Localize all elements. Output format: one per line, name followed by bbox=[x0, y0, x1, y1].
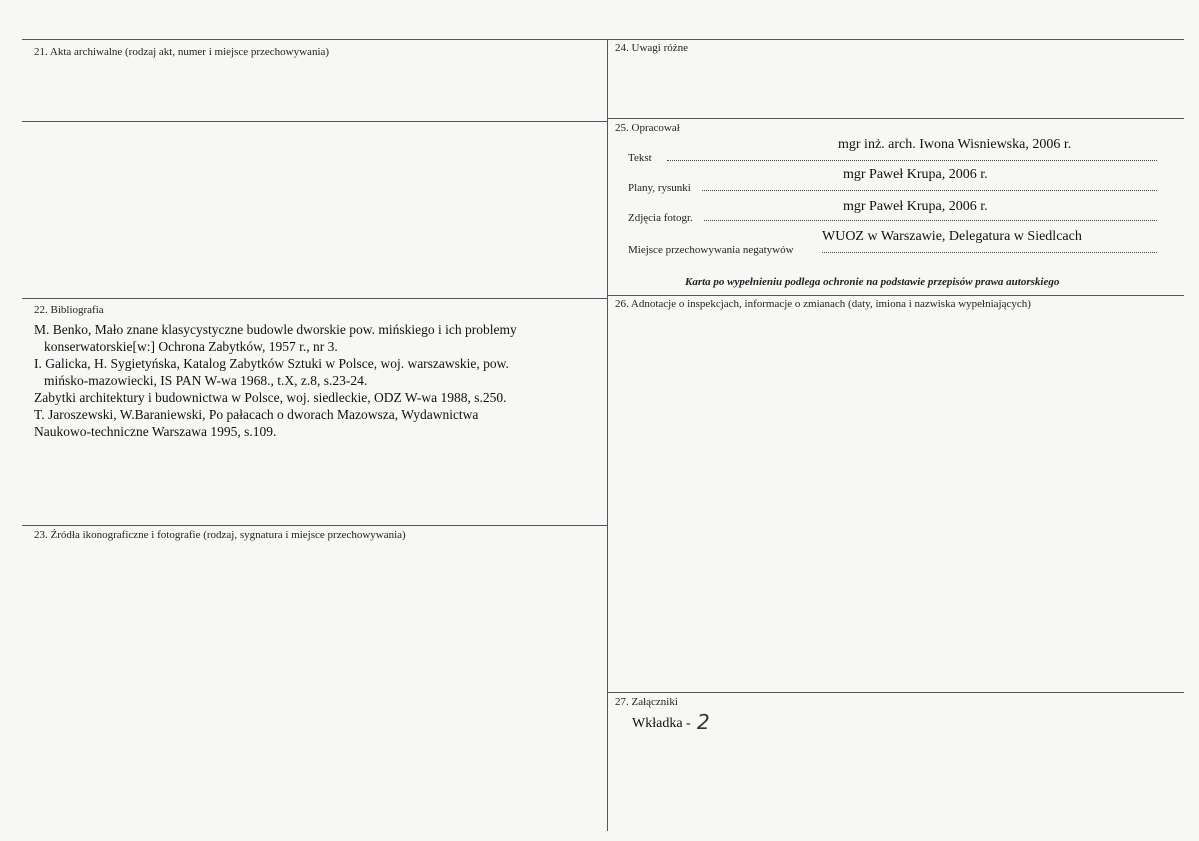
section-25-label: 25. Opracował bbox=[615, 122, 680, 134]
drawings-value: mgr Paweł Krupa, 2006 r. bbox=[843, 167, 988, 182]
photos-dotted-line bbox=[704, 220, 1157, 221]
divider-right-1 bbox=[607, 118, 1184, 119]
divider-left-2 bbox=[22, 298, 607, 299]
drawings-label: Plany, rysunki bbox=[628, 182, 691, 194]
section-23-label: 23. Źródła ikonograficzne i fotografie (rodzaj, sygnatura i miejsce przechowywania) bbox=[34, 529, 406, 541]
photos-label: Zdjęcia fotogr. bbox=[628, 212, 693, 224]
photos-value: mgr Paweł Krupa, 2006 r. bbox=[843, 199, 988, 214]
author-text-label: Tekst bbox=[628, 152, 652, 164]
divider-left-1 bbox=[22, 121, 607, 122]
top-border bbox=[22, 39, 1184, 40]
bibliography-line: I. Galicka, H. Sygietyńska, Katalog Zabytków Sztuki w Polsce, woj. warszawskie, pow. bbox=[34, 356, 509, 371]
author-text-value: mgr inż. arch. Iwona Wisniewska, 2006 r. bbox=[838, 137, 1072, 152]
bibliography-line: Naukowo-techniczne Warszawa 1995, s.109. bbox=[34, 424, 277, 439]
bibliography-line: M. Benko, Mało znane klasycystyczne budowle dworskie pow. mińskiego i ich problemy bbox=[34, 322, 517, 337]
negatives-label: Miejsce przechowywania negatywów bbox=[628, 244, 794, 256]
section-26-label: 26. Adnotacje o inspekcjach, informacje o zmianach (daty, imiona i nazwiska wypełniających) bbox=[615, 298, 1031, 310]
bibliography-line: mińsko-mazowiecki, IS PAN W-wa 1968., t.X, z.8, s.23-24. bbox=[44, 373, 368, 388]
section-21-label: 21. Akta archiwalne (rodzaj akt, numer i miejsce przechowywania) bbox=[34, 46, 330, 58]
attachments-value: Wkładka - bbox=[632, 716, 691, 731]
bibliography-line: konserwatorskie[w:] Ochrona Zabytków, 1957 r., nr 3. bbox=[44, 339, 338, 354]
negatives-dotted-line bbox=[822, 252, 1157, 253]
bibliography-line: Zabytki architektury i budownictwa w Polsce, woj. siedleckie, ODZ W-wa 1988, s.250. bbox=[34, 390, 507, 405]
author-text-dotted-line bbox=[667, 160, 1157, 161]
section-27-label: 27. Załączniki bbox=[615, 696, 678, 708]
divider-right-2 bbox=[607, 295, 1184, 296]
bibliography-line: T. Jaroszewski, W.Baraniewski, Po pałacach o dworach Mazowsza, Wydawnictwa bbox=[34, 407, 479, 422]
section-22-label: 22. Bibliografia bbox=[34, 304, 104, 316]
drawings-dotted-line bbox=[702, 190, 1157, 191]
negatives-value: WUOZ w Warszawie, Delegatura w Siedlcach bbox=[822, 229, 1082, 244]
handwritten-number: 2 bbox=[697, 710, 710, 734]
divider-right-3 bbox=[607, 692, 1184, 693]
center-divider bbox=[607, 39, 608, 831]
copyright-note: Karta po wypełnieniu podlega ochronie na podstawie przepisów prawa autorskiego bbox=[685, 276, 1060, 288]
divider-left-3 bbox=[22, 525, 607, 526]
section-24-label: 24. Uwagi różne bbox=[615, 42, 689, 54]
bibliography-list bbox=[34, 321, 604, 440]
